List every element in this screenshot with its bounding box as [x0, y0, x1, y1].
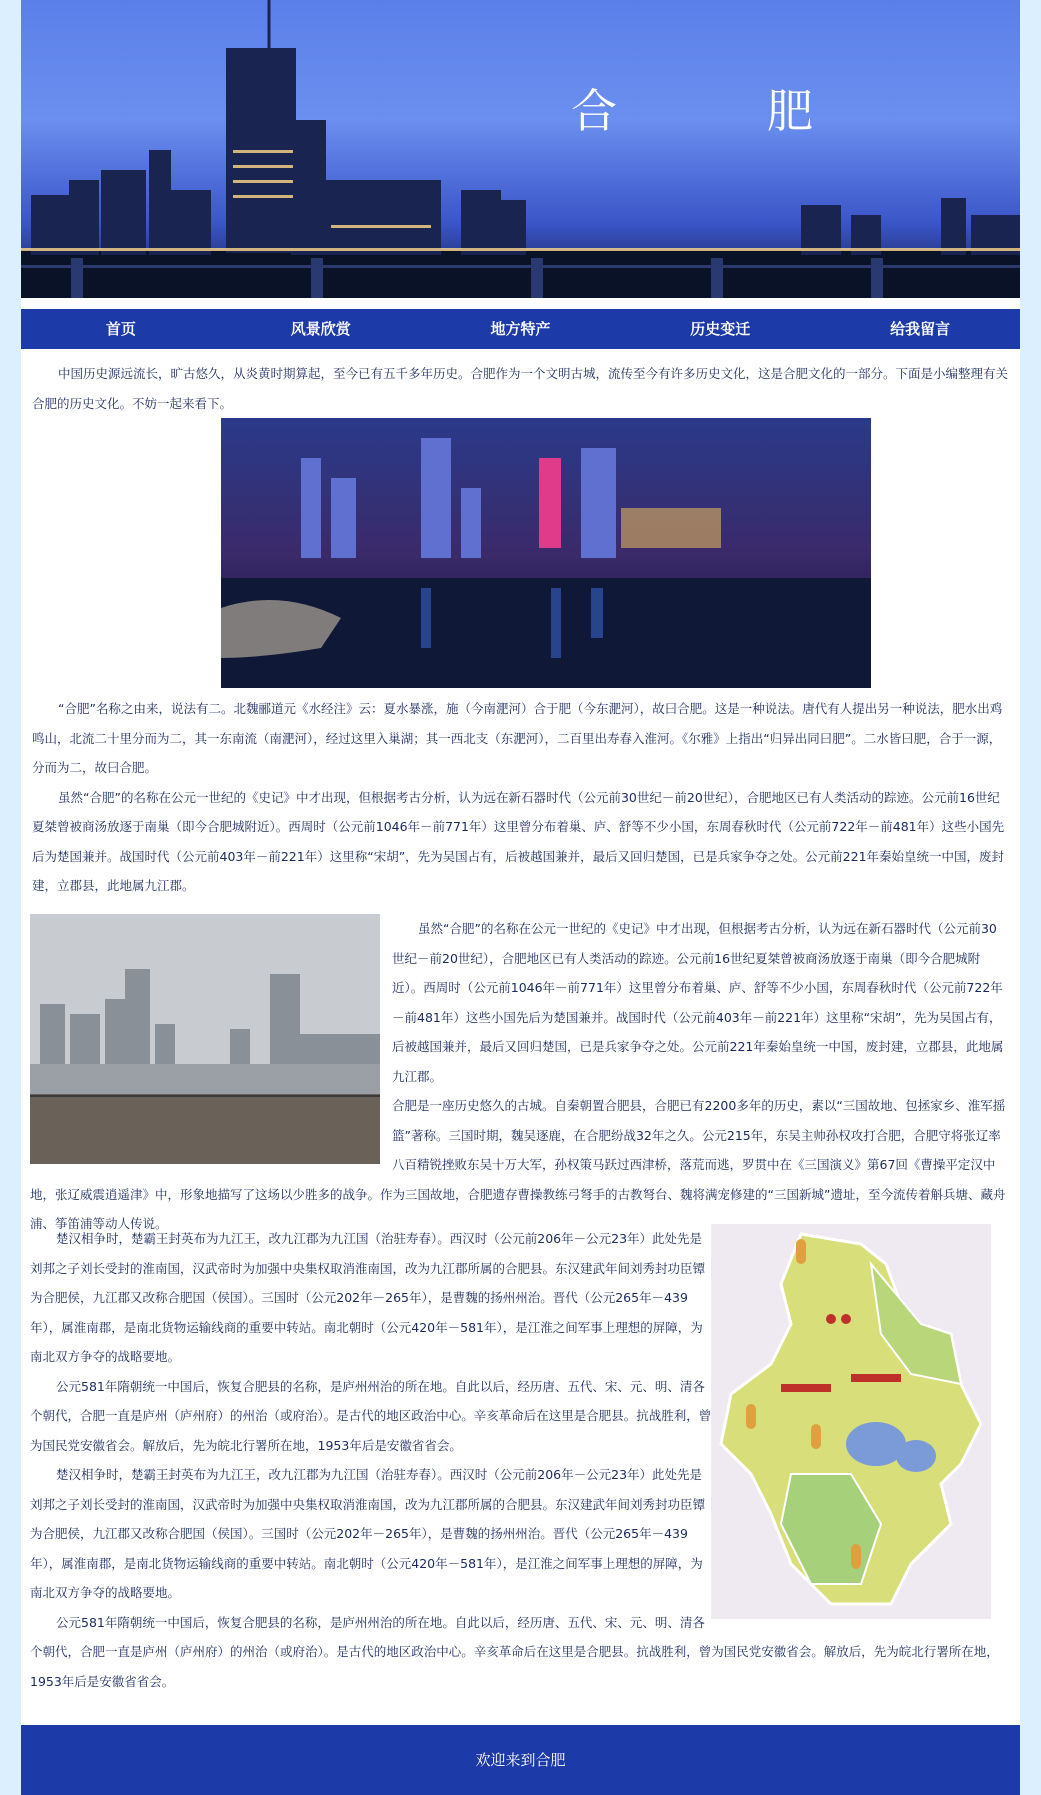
paragraph-han-dynasty-repeat: 楚汉相争时，楚霸王封英布为九江王，改九江郡为九江国（治驻寿春）。西汉时（公元前206年－公元23年）此处先是刘邦之子刘长受封的淮南国，汉武帝时为加强中央集权取消淮南国，改为九江郡所属的合肥县。东汉建武年间刘秀封功臣镡为合肥侯，九江郡又改称合肥国（侯国）。三国时（公元202年－265年），是曹魏的扬州州治。晋代（公元265年－439年），属淮南郡，是南北货物运输线商的重要中转站。南北朝时（公元420年－581年），是江淮之间军事上理想的屏障，为南北双方争夺的战略要地。 — [30, 1467, 706, 1600]
paragraph-han-dynasty: 楚汉相争时，楚霸王封英布为九江王，改九江郡为九江国（治驻寿春）。西汉时（公元前206年－公元23年）此处先是刘邦之子刘长受封的淮南国，汉武帝时为加强中央集权取消淮南国，改为九江郡所属的合肥县。东汉建武年间刘秀封功臣镡为合肥侯，九江郡又改称合肥国（侯国）。三国时（公元202年－265年），是曹魏的扬州州治。晋代（公元265年－439年），属淮南郡，是南北货物运输线商的重要中转站。南北朝时（公元420年－581年），是江淮之间军事上理想的屏障，为南北双方争夺的战略要地。 — [30, 1231, 706, 1364]
page-container — [21, 0, 1020, 1795]
paragraph-three-kingdoms: 合肥是一座历史悠久的古城。自秦朝置合肥县，合肥已有2200多年的历史，素以“三国故地、包拯家乡、淮军摇篮”著称。三国时期，魏吴逐鹿，在合肥纷战32年之久。公元215年，东吴主帅孙权攻打合肥，合肥守将张辽率八百精锐挫败东吴十万大军，孙权策马跃过西津桥，落荒而逃，罗贯中在《三国演义》第67回《曹操平定汉中地，张辽威震逍遥津》中，形象地描写了这场以少胜多的战争。作为三国故地，合肥遗存曹操教练弓弩手的古教弩台、魏将满宠修建的“三国新城”遗址，至今流传着斛兵塘、藏舟浦、筝笛浦等动人传说。 — [30, 1098, 1006, 1231]
footer-text: 欢迎来到合肥 — [475, 1751, 566, 1769]
paragraph-archaeology-repeat: 虽然“合肥”的名称在公元一世纪的《史记》中才出现，但根据考古分析，认为远在新石器时代（公元前30世纪－前20世纪），合肥地区已有人类活动的踪迹。公元前16世纪夏桀曾被商汤放逐于南巢（即今合肥城附近）。西周时（公元前1046年－前771年）这里曾分布着巢、庐、舒等不少小国，东周春秋时代（公元前722年－前481年）这些小国先后为楚国兼并。战国时代（公元前403年－前221年）这里称“宋胡”，先为吴国占有，后被越国兼并，最后又回归楚国，已是兵家争夺之处。公元前221年秦始皇统一中国，废封建，立郡县，此地属九江郡。 — [392, 921, 1004, 1084]
nav-specialties[interactable]: 地方特产 — [490, 320, 551, 338]
history-text-block-2 — [30, 914, 1008, 1239]
intro-paragraph: 中国历史源远流长，旷古悠久，从炎黄时期算起，至今已有五千多年历史。合肥作为一个文明古城，流传至今有许多历史文化，这是合肥文化的一部分。下面是小编整理有关合肥的历史文化。不妨一起来看下。 — [32, 366, 1009, 411]
main-nav — [21, 309, 1020, 349]
history-text-block-1 — [32, 694, 1008, 901]
night-city-image — [221, 418, 871, 688]
paragraph-archaeology: 虽然“合肥”的名称在公元一世纪的《史记》中才出现，但根据考古分析，认为远在新石器时代（公元前30世纪－前20世纪），合肥地区已有人类活动的踪迹。公元前16世纪夏桀曾被商汤放逐于南巢（即今合肥城附近）。西周时（公元前1046年－前771年）这里曾分布着巢、庐、舒等不少小国，东周春秋时代（公元前722年－前481年）这些小国先后为楚国兼并。战国时代（公元前403年－前221年）这里称“宋胡”，先为吴国占有，后被越国兼并，最后又回归楚国，已是兵家争夺之处。公元前221年秦始皇统一中国，废封建，立郡县，此地属九江郡。 — [32, 789, 1005, 893]
nav-history[interactable]: 历史变迁 — [690, 320, 751, 338]
nav-home[interactable]: 首页 — [105, 320, 136, 338]
paragraph-sui-dynasty-repeat: 公元581年隋朝统一中国后，恢复合肥县的名称，是庐州州治的所在地。自此以后，经历唐、五代、宋、元、明、清各个朝代，合肥一直是庐州（庐州府）的州治（或府治）。是古代的地区政治中心。辛亥革命后在这里是合肥县。抗战胜利，曾为国民党安徽省会。解放后，先为皖北行署所在地，1953年后是安徽省省会。 — [30, 1614, 999, 1689]
footer — [21, 1725, 1020, 1795]
header-banner — [21, 0, 1020, 298]
paragraph-name-origin: “合肥”名称之由来，说法有二。北魏郦道元《水经注》云：夏水暴涨，施（今南淝河）合于肥（今东淝河），故曰合肥。这是一种说法。唐代有人提出另一种说法，肥水出鸡鸣山，北流二十里分而为二，其一东南流（南淝河），经过这里入巢湖；其一西北支（东淝河），二百里出寿春入淮河。《尔雅》上指出“归异出同曰肥”。二水皆曰肥，合于一源，分而为二，故曰合肥。 — [32, 701, 1003, 775]
banner-title: 合 肥 — [571, 84, 865, 138]
history-text-block-3 — [30, 1224, 1008, 1696]
nav-scenery[interactable]: 风景欣赏 — [290, 320, 351, 338]
intro-text-block — [32, 359, 1008, 418]
paragraph-sui-dynasty: 公元581年隋朝统一中国后，恢复合肥县的名称，是庐州州治的所在地。自此以后，经历唐、五代、宋、元、明、清各个朝代，合肥一直是庐州（庐州府）的州治（或府治）。是古代的地区政治中心。辛亥革命后在这里是合肥县。抗战胜利，曾为国民党安徽省会。解放后，先为皖北行署所在地，1953年后是安徽省省会。 — [30, 1378, 712, 1453]
nav-guestbook[interactable]: 给我留言 — [890, 320, 951, 338]
city-skyline-image — [21, 0, 1020, 298]
